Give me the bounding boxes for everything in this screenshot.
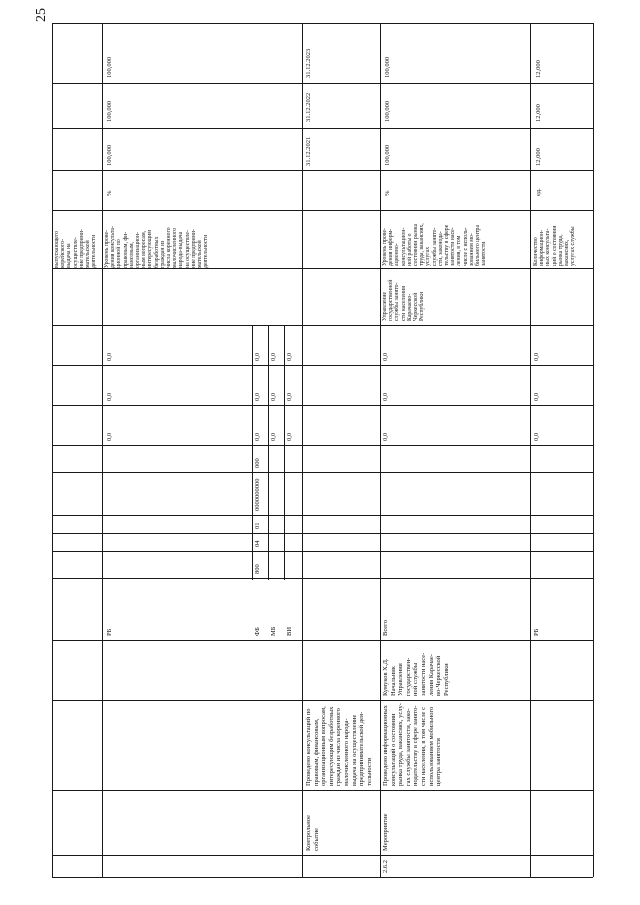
grid-v (302, 23, 303, 877)
row-top-description: выпускающего корейского- выдача на осуществле- ние предприни- мательской деятельности (54, 229, 98, 268)
grid-h (52, 790, 593, 791)
row-bottom-value-1: 0,0 (533, 432, 540, 441)
control-event-text: Проведено консультаций по правовым, финансовым, организационным вопросам, интересующим безработных граждан из числа коренного малочисленного народа- выдача на осуществление предпринимательской дея- тельности (305, 706, 373, 786)
grid-h (52, 472, 593, 473)
grid-h (52, 83, 593, 84)
activity-total-1: 0,0 (382, 432, 389, 441)
row-top-source: РБ (106, 628, 113, 636)
activity-type: Мероприятие (382, 813, 389, 851)
activity-value-2023: 100,000 (384, 56, 391, 78)
fb-value-2: 0,0 (254, 392, 261, 401)
vi-value-3: 0,0 (286, 352, 293, 361)
grid-h-bottom (52, 877, 593, 878)
row-top-value-2021: 100,000 (106, 144, 113, 166)
grid-v (284, 325, 285, 580)
row-bottom-source: РБ (533, 628, 540, 636)
fb-code-grbs: 800 (254, 564, 261, 574)
control-event-date-2022: 31.12.2022 (305, 92, 312, 122)
vi-value-2: 0,0 (286, 392, 293, 401)
row-bottom-value-2021: 12,000 (535, 148, 542, 166)
page-number: 25 (34, 8, 49, 22)
activity-total-label: Всего (382, 620, 389, 636)
vi-value-1: 0,0 (286, 432, 293, 441)
grid-h (52, 365, 593, 366)
grid-v-left (52, 23, 53, 877)
activity-total-3: 0,0 (382, 352, 389, 361)
activity-text: Проведено информационных консультаций о состоянии рынка труда, вакансиях, услу- гах службы занятости, зако- нодательству в сфере занято- сти населения, в том числе с использованием мобильного центра занятости (382, 703, 443, 786)
fb-code-vr: 000 (254, 458, 261, 468)
grid-v (102, 23, 103, 877)
row-top-unit: % (106, 190, 113, 196)
grid-h (52, 515, 593, 516)
activity-value-2021: 100,000 (384, 144, 391, 166)
row-top-sum-3: 0,0 (106, 352, 113, 361)
activity-total-2: 0,0 (382, 392, 389, 401)
mb-value-1: 0,0 (270, 432, 277, 441)
mb-source: МБ (270, 626, 277, 636)
row-top-indicator: Уровень прове- дения консульта- ционной по правовым, фи- нансовым, организацион- ным вопросам, интересующим безработных граждан из числа коренного малочисленного народа-выдача на осуществле- ние предприни- мательской деятельности (104, 226, 210, 268)
activity-organization: Управление государственной службы занято- сти населения Карачаево- Черкесской Республики (382, 279, 426, 321)
control-event-date-2023: 31.12.2023 (305, 48, 312, 78)
row-bottom-value-2023: 12,000 (535, 60, 542, 78)
row-bottom-unit: ед. (535, 188, 542, 196)
grid-v (268, 325, 269, 580)
vi-source: ВИ (286, 626, 293, 636)
row-bottom-value-2: 0,0 (533, 392, 540, 401)
fb-source: ФБ (254, 627, 261, 636)
fb-value-1: 0,0 (254, 432, 261, 441)
row-bottom-value-2022: 12,000 (535, 104, 542, 122)
mb-value-2: 0,0 (270, 392, 277, 401)
control-event-type: Контрольное событие (305, 815, 320, 851)
row-bottom-indicator: Количество информацион- ных консульта- ций о состоянии рынка труда, вакансиях, услугах службы (533, 225, 577, 266)
grid-h (52, 551, 593, 552)
fb-code-rz: 04 (254, 540, 261, 547)
control-event-date-2021: 31.12.2021 (305, 136, 312, 166)
grid-h (52, 325, 593, 326)
grid-v (530, 23, 531, 877)
grid-h-top (52, 23, 593, 24)
fb-code-csr: 0000000000 (254, 478, 261, 511)
grid-h (52, 578, 593, 579)
fb-value-3: 0,0 (254, 352, 261, 361)
mb-value-3: 0,0 (270, 352, 277, 361)
grid-h (52, 170, 593, 171)
grid-h (52, 405, 593, 406)
activity-value-2022: 100,000 (384, 100, 391, 122)
row-top-sum-2: 0,0 (106, 392, 113, 401)
grid-h (52, 445, 593, 446)
activity-number: 2.6.2 (382, 860, 389, 873)
row-top-value-2023: 100,000 (106, 56, 113, 78)
grid-h (52, 268, 593, 269)
grid-h (52, 640, 593, 641)
grid-h (52, 533, 593, 534)
row-top-sum-1: 0,0 (106, 432, 113, 441)
grid-h (52, 128, 593, 129)
fb-code-pr: 01 (254, 522, 261, 529)
activity-unit: % (384, 190, 391, 196)
grid-v (380, 23, 381, 877)
grid-v (252, 325, 253, 580)
row-top-value-2022: 100,000 (106, 100, 113, 122)
grid-v-right (593, 23, 594, 877)
row-bottom-value-3: 0,0 (533, 352, 540, 361)
activity-executor: Кумуков Х.Д. Начальник Управления государствен- ной службы занятости насе- ления Карачае- во-Черкесской Республики (382, 652, 450, 696)
activity-indicator: Уровень прове- дения информ- ационно- консультацион- ной работы о состоянии рынка труда, вакансиях, услугах службы занято- сти, законода- тельству в сфере занятости насе- ления, в том числе с исполь- зованием мо- бильного центра занятости (382, 223, 488, 266)
grid-h (52, 855, 593, 856)
